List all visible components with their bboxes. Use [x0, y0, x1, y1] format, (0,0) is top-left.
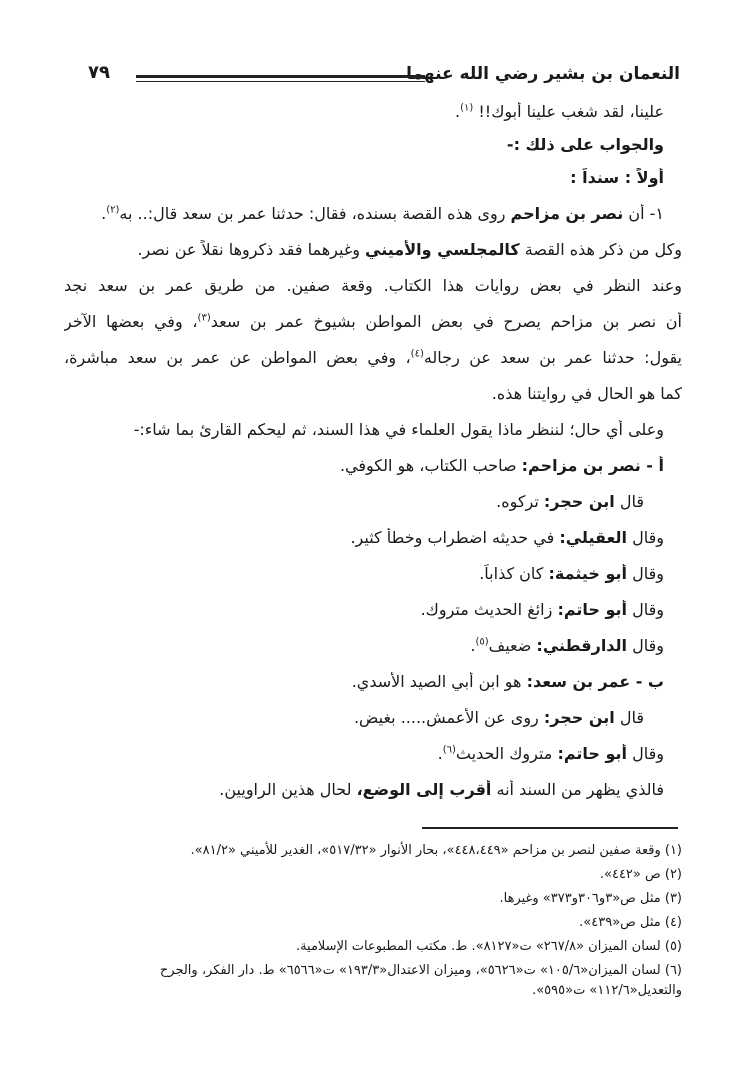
running-header: [88, 58, 680, 92]
footnote-5: (٥) لسان الميزان «٢٦٧/٨» ت«٨١٢٧». ط. مكتب المطبوعات الإسلامية.: [295, 939, 682, 954]
footnote-ref-4[interactable]: (٤): [410, 348, 424, 360]
first-heading: أولاً : سنداً :: [570, 168, 664, 187]
text-line-8: يقول: حدثنا عمر بن سعد عن رجاله$^{(٤)}$، وفي بعض المواطن عن عمر بن سعد مباشرة،: [64, 348, 682, 367]
footnote-4: (٤) مثل ص«٤٣٩».: [579, 915, 682, 930]
text-line-1: علينا، لقد شغب علينا أبوك!! $^{(١)}$.: [454, 102, 664, 121]
text-line-5: وكل من ذكر هذه القصة كالمجلسي والأميني وغيرهما فقد ذكروها نقلاً عن نصر.: [137, 240, 682, 259]
quote-abu-khaythama: وقال أبو خيثمة: كان كذاباً.: [479, 564, 664, 583]
text-line-10: وعلى أي حال؛ لننظر ماذا يقول العلماء في هذا السند، ثم ليحكم القارئ بما شاء:-: [133, 420, 664, 439]
text-line-4: ١- أن نصر بن مزاحم روى هذه القصة بسنده، فقال: حدثنا عمر بن سعد قال:.. به$^{(٢)}$.: [101, 204, 664, 223]
page-number: ٧٩: [88, 62, 110, 83]
footnote-ref-6[interactable]: (٦): [442, 744, 456, 756]
conclusion-line: فالذي يظهر من السند أنه أقرب إلى الوضع، لحال هذين الراويين.: [219, 780, 664, 799]
quote-uqayli: وقال العقيلي: في حديثه اضطراب وخطأ كثير.: [350, 528, 664, 547]
quote-abu-hatim-2: وقال أبو حاتم: متروك الحديث$^{(٦)}$.: [437, 744, 664, 763]
text-line-7: أن نصر بن مزاحم يصرح في بعض المواطن بشيوخ عمر بن سعد$^{(٣)}$، وفي بعضها الآخر: [64, 312, 682, 331]
text-line-9: كما هو الحال في روايتنا هذه.: [491, 384, 682, 403]
quote-daraqutni: وقال الدارقطني: ضعيف$^{(٥)}$.: [470, 636, 664, 655]
footnote-ref-1[interactable]: (١): [460, 102, 474, 114]
footnote-ref-2[interactable]: (٢): [106, 204, 120, 216]
footnote-1: (١) وقعة صفين لنصر بن مزاحم «٤٤٨،٤٤٩»، بحار الأنوار «٥١٧/٣٢»، الغدير للأميني «٨١/٢».: [190, 843, 682, 858]
header-title: النعمان بن بشير رضي الله عنهما: [406, 64, 680, 84]
quote-ibn-hajar-2: قال ابن حجر: روى عن الأعمش..... بغيض.: [353, 708, 644, 727]
header-rule: [136, 75, 425, 82]
answer-heading: والجواب على ذلك :-: [506, 135, 664, 154]
footnote-ref-5[interactable]: (٥): [475, 636, 489, 648]
main-text: [64, 102, 682, 800]
footnote-6: (٦) لسان الميزان«١٠٥/٦» ت«٥٦٢٦»، وميزان الاعتدال«١٩٣/٣» ت«٦٥٦٦» ط. دار الفكر، والجرح: [159, 963, 682, 978]
quote-abu-hatim-1: وقال أبو حاتم: زائغ الحديث متروك.: [420, 600, 664, 619]
footnote-2: (٢) ص «٤٤٢».: [599, 867, 682, 882]
text-line-6: وعند النظر في بعض روايات هذا الكتاب. وقعة صفين. من طريق عمر بن سعد نجد: [64, 276, 682, 295]
narrator-b: ب - عمر بن سعد: هو ابن أبي الصيد الأسدي.: [351, 672, 664, 691]
footnote-divider: [422, 827, 678, 829]
footnote-6-continued: والتعديل«١١٢/٦» ت«٥٩٥».: [532, 983, 682, 998]
footnotes: [64, 843, 682, 1007]
quote-ibn-hajar-1: قال ابن حجر: تركوه.: [496, 492, 644, 511]
footnote-ref-3[interactable]: (٣): [197, 312, 211, 324]
footnote-3: (٣) مثل ص«٣و٣٠٦و٣٧٣» وغيرها.: [499, 891, 682, 906]
narrator-a: أ - نصر بن مزاحم: صاحب الكتاب، هو الكوفي.: [339, 456, 664, 475]
